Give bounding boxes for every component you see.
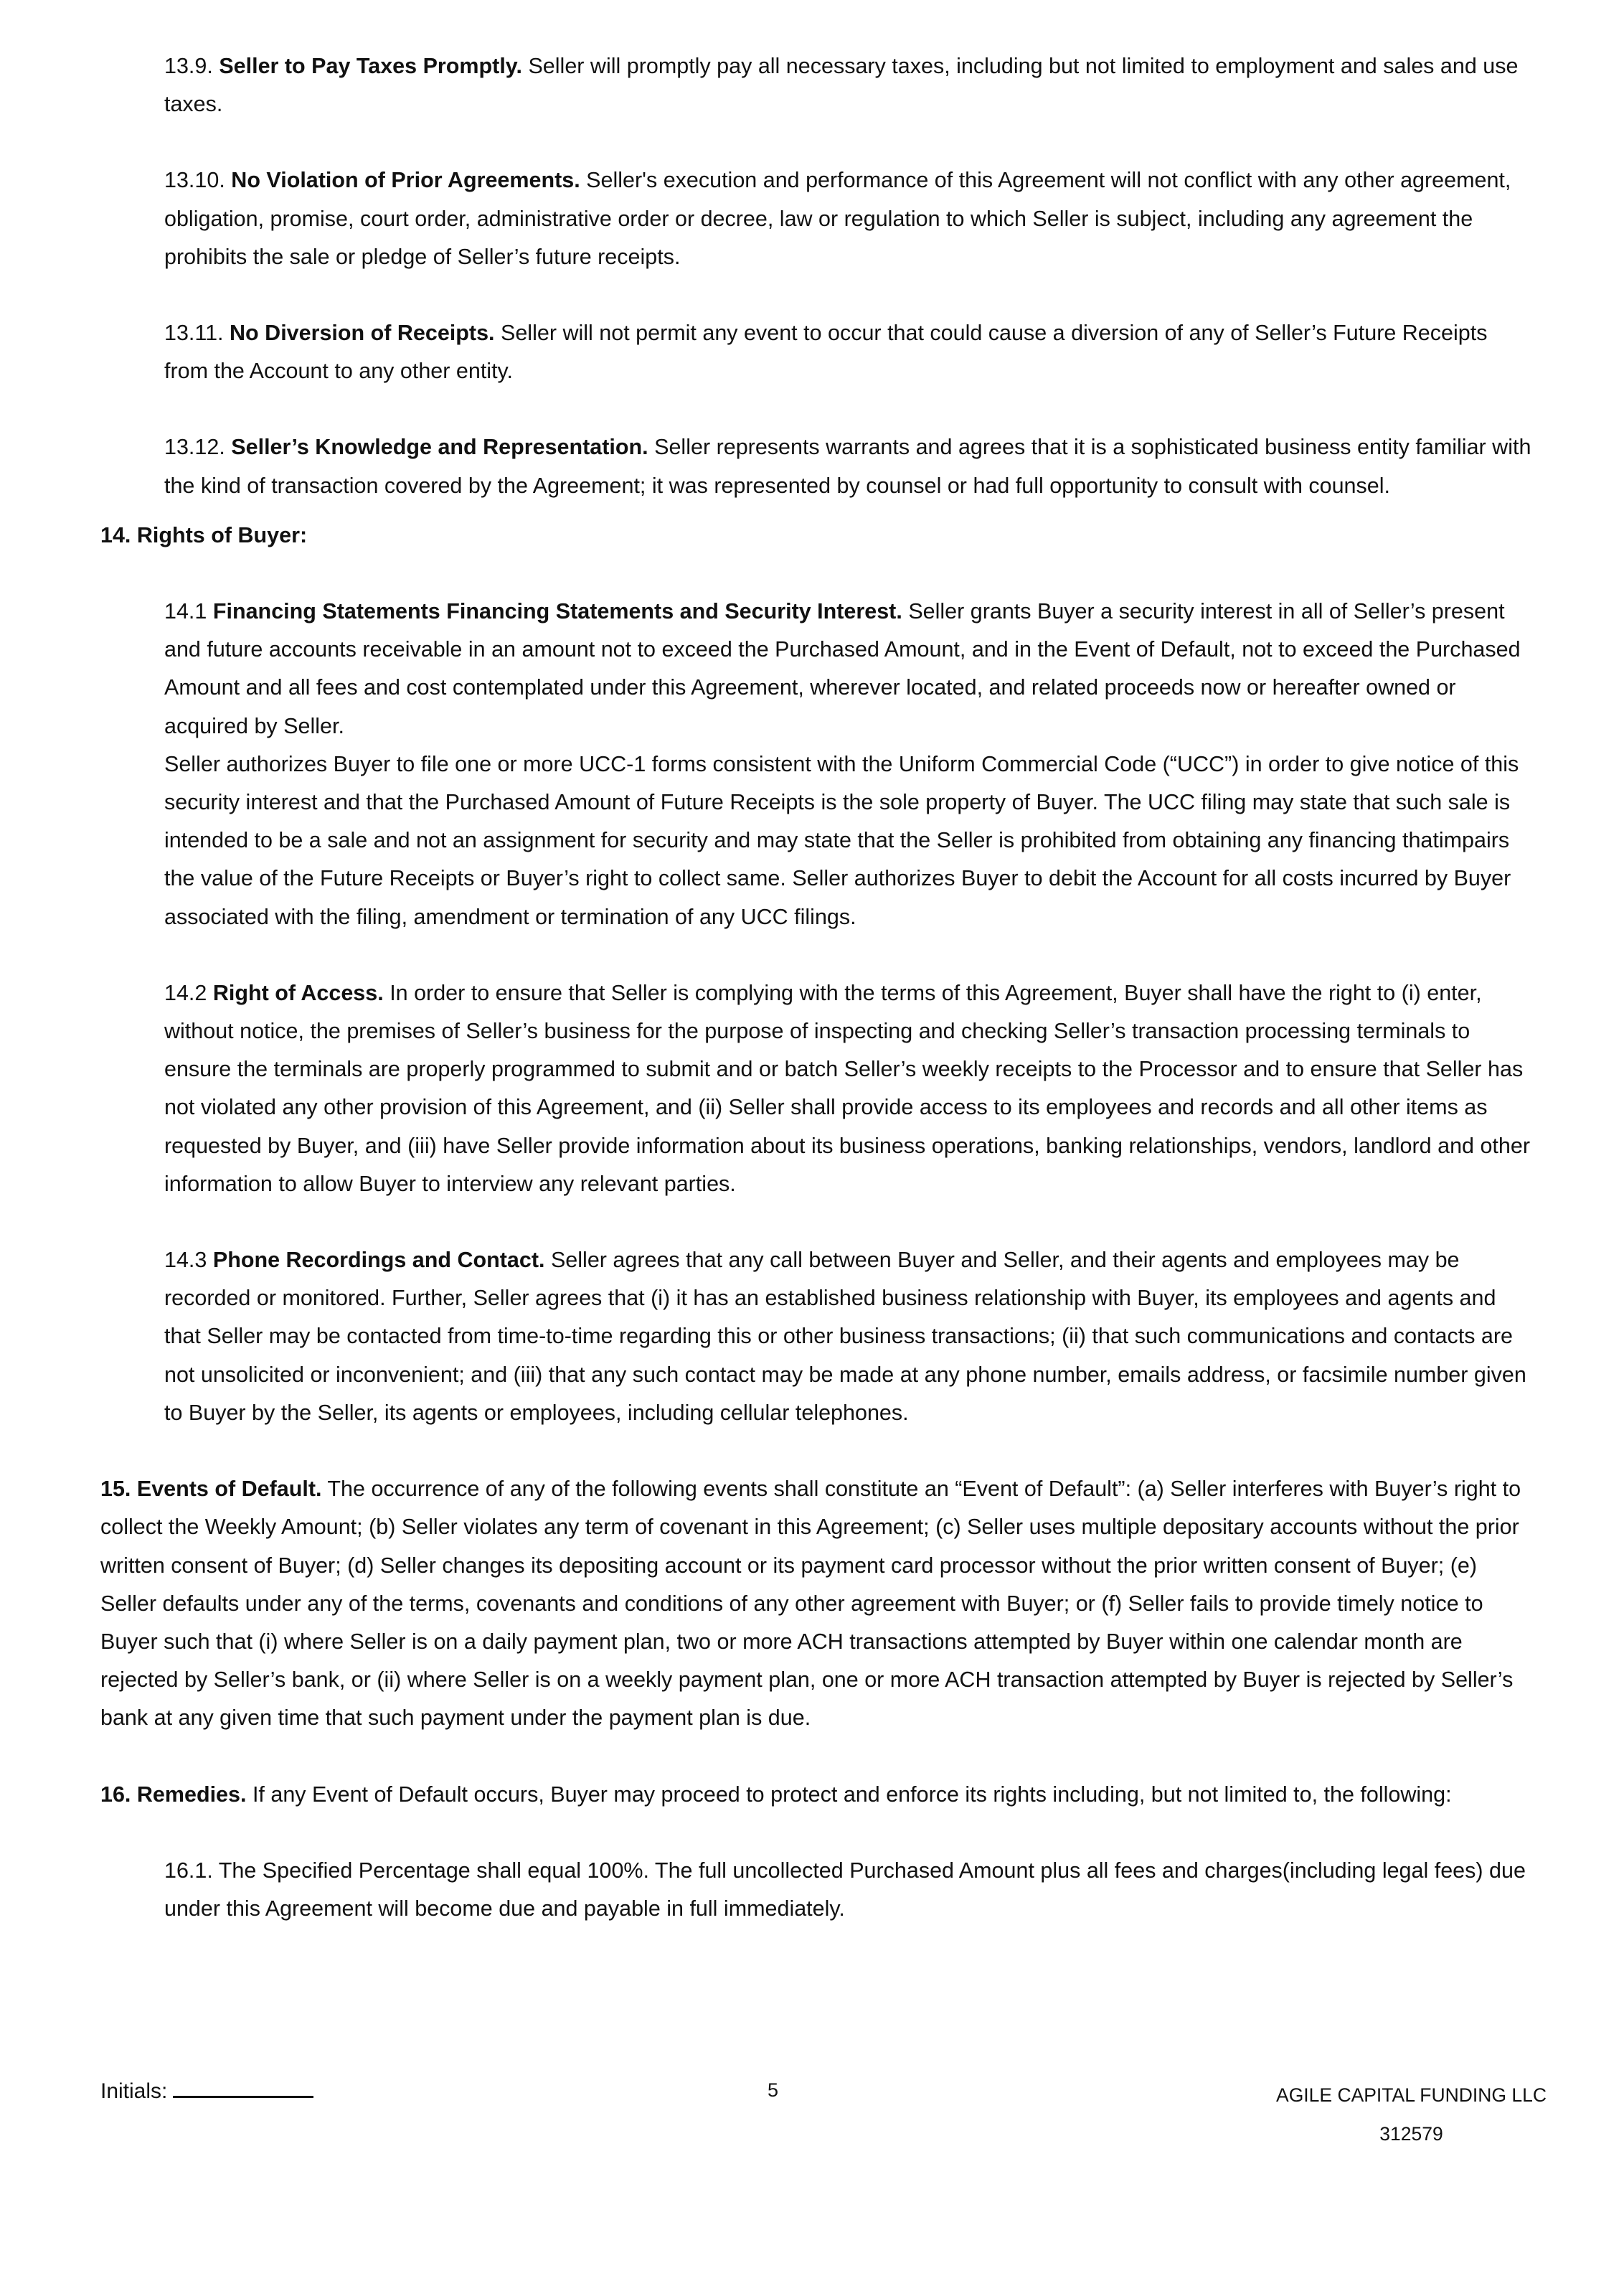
section-title: No Violation of Prior Agreements. — [231, 168, 580, 193]
document-body — [100, 47, 1531, 1928]
section-text: In order to ensure that Seller is complying with the terms of this Agreement, Buyer shall have the right to (i) enter, without notice, the premises of Seller’s business for the purpose of inspecting and checking Seller’s transaction processing terminals to ensure the terminals are properly programmed to submit and or batch Seller’s weekly receipts to the Processor and to ensure that Seller has not violated any other provision of this Agreement, and (ii) Seller shall provide access to its employees and records and all other items as requested by Buyer, and (iii) have Seller provide information about its business operations, banking relationships, vendors, landlord and other information to allow Buyer to interview any relevant parties. — [164, 980, 1530, 1196]
section-title: 15. Events of Default. — [100, 1477, 322, 1502]
section-number: 14.1 — [164, 599, 207, 624]
section-number: 14.3 — [164, 1248, 207, 1273]
document-id: 312579 — [1379, 2123, 1443, 2145]
section-title: Right of Access. — [212, 980, 384, 1005]
section-number: 16.1. — [164, 1858, 213, 1883]
section-title: Phone Recordings and Contact. — [212, 1248, 545, 1273]
initials-field — [100, 2076, 313, 2106]
footer-company-block — [1276, 2076, 1547, 2153]
page-number: 5 — [768, 2079, 779, 2101]
section-text: Seller will promptly pay all necessary taxes, including but not limited to employment and sales and use taxes. — [164, 54, 1519, 117]
section-text: Seller grants Buyer a security interest in all of Seller’s present and future accounts receivable in an amount not to exceed the Purchased Amount, and in the Event of Default, not to exceed the Purchased Amount and all fees and cost contemplated under this Agreement, wherever located, and related proceeds now or hereafter owned or acquired by Seller. — [164, 599, 1521, 738]
section-13-9 — [164, 47, 1531, 123]
section-text: Seller's execution and performance of this Agreement will not conflict with any other agreement, obligation, promise, court order, administrative order or decree, law or regulation to which Seller is subject, including any agreement the prohibits the sale or pledge of Seller’s future receipts. — [164, 168, 1511, 269]
section-text: If any Event of Default occurs, Buyer may proceed to protect and enforce its rights including, but not limited to, the following: — [252, 1782, 1452, 1807]
section-14-heading: 14. Rights of Buyer: — [100, 522, 308, 547]
initials-line — [173, 2076, 313, 2098]
section-title: Seller’s Knowledge and Representation. — [231, 435, 648, 460]
section-text: Seller will not permit any event to occur that could cause a diversion of any of Seller’s Future Receipts from the Account to any other entity. — [164, 321, 1488, 384]
section-number: 14.2 — [164, 980, 207, 1005]
section-14-3 — [164, 1241, 1531, 1432]
section-13-11 — [164, 314, 1531, 390]
section-text: The Specified Percentage shall equal 100%. The full uncollected Purchased Amount plus all fees and charges(including legal fees) due under this Agreement will become due and payable in full immediately. — [164, 1858, 1526, 1921]
section-number: 13.12. — [164, 435, 225, 460]
company-name: AGILE CAPITAL FUNDING LLC — [1276, 2084, 1547, 2106]
section-title: No Diversion of Receipts. — [230, 321, 495, 346]
section-14-2 — [164, 974, 1531, 1203]
section-title: Financing Statements Financing Statements and Security Interest. — [212, 599, 902, 624]
section-title: Seller to Pay Taxes Promptly. — [219, 54, 522, 78]
section-text: The occurrence of any of the following events shall constitute an “Event of Default”: (a) Seller interferes with Buyer’s right to collect the Weekly Amount; (b) Seller violates any term of covenant in this Agreement; (c) Seller uses multiple depositary accounts without the prior written consent of Buyer; (d) Seller changes its depositing account or its payment card processor without the prior written consent of Buyer; (e) Seller defaults under any of the terms, covenants and conditions of any other agreement with Buyer; or (f) Seller fails to provide timely notice to Buyer such that (i) where Seller is on a daily payment plan, two or more ACH transactions attempted by Buyer within one calendar month are rejected by Seller’s bank, or (ii) where Seller is on a weekly payment plan, one or more ACH transaction attempted by Buyer is rejected by Seller’s bank at any given time that such payment under the payment plan is due. — [100, 1477, 1521, 1731]
section-text: Seller agrees that any call between Buyer and Seller, and their agents and employees may be recorded or monitored. Further, Seller agrees that (i) it has an established business relationship with Buyer, its employees and agents and that Seller may be contacted from time-to-time regarding this or other business transactions; (ii) that such communications and contacts are not unsolicited or inconvenient; and (iii) that any such contact may be made at any phone number, emails address, or facsimile number given to Buyer by the Seller, its agents or employees, including cellular telephones. — [164, 1248, 1526, 1425]
section-14-1-continued: Seller authorizes Buyer to file one or more UCC-1 forms consistent with the Uniform Commercial Code (“UCC”) in order to give notice of this security interest and that the Purchased Amount of Future Receipts is the sole property of Buyer. The UCC filing may state that such sale is intended to be a sale and not an assignment for security and may state that the Seller is prohibited from obtaining any financing thatimpairs the value of the Future Receipts or Buyer’s right to collect same. Seller authorizes Buyer to debit the Account for all costs incurred by Buyer associated with the filing, amendment or termination of any UCC filings. — [164, 751, 1519, 929]
initials-label: Initials: — [100, 2079, 168, 2103]
section-16-1 — [164, 1852, 1531, 1928]
section-number: 13.9. — [164, 54, 213, 78]
section-text: Seller represents warrants and agrees that it is a sophisticated business entity familiar with the kind of transaction covered by the Agreement; it was represented by counsel or had full opportunity to consult with counsel. — [164, 435, 1531, 498]
section-13-12 — [164, 428, 1531, 504]
section-number: 13.11. — [164, 321, 224, 346]
section-title: 16. Remedies. — [100, 1782, 247, 1807]
section-16 — [100, 1776, 1531, 1814]
section-number: 13.10. — [164, 168, 225, 193]
section-13-10 — [164, 161, 1531, 276]
section-14-1 — [164, 593, 1531, 745]
section-15 — [100, 1470, 1531, 1737]
